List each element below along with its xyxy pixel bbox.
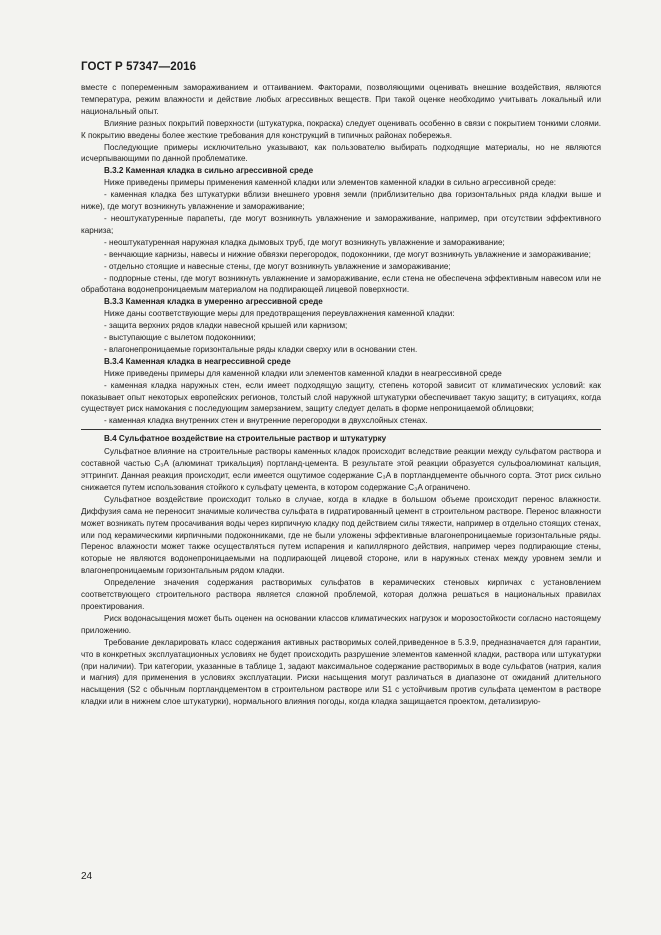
page-number: 24	[81, 871, 93, 882]
body-paragraph: Последующие примеры исключительно указывают, как пользователю выбирать подходящие материалы, но не являются исчерпывающими по данной проблематике.	[81, 142, 601, 164]
body-paragraph: Ниже даны соответствующие меры для предотвращения переувлажнения каменной кладки:	[104, 309, 455, 319]
body-paragraph: - венчающие карнизы, навесы и нижние обвязки перегородок, подоконники, где могут возникнуть увлажнение и замораживание;	[104, 249, 591, 259]
body-paragraph: Влияние разных покрытий поверхности (штукатурка, покраска) следует оценивать особенно в связи с покрытием тонкими слоями. К покрытию введены более жесткие требования для конструкций в типичных районах побережья.	[81, 118, 601, 140]
body-paragraph: Определение значения содержания растворимых сульфатов в керамических стеновых кирпичах с установлением соответствующего строительного раствора является сложной проблемой, которая должна решаться в национальных правилах проектирования.	[81, 578, 601, 611]
body-paragraph: - отдельно стоящие и навесные стены, где могут возникнуть увлажнение и замораживание;	[104, 261, 451, 271]
subsection-heading: В.3.2 Каменная кладка в сильно агрессивной среде	[104, 166, 314, 176]
subsection-heading: В.3.3 Каменная кладка в умеренно агрессивной среде	[104, 297, 323, 307]
body-paragraph: - подпорные стены, где могут возникнуть увлажнение и замораживание, если стена не обеспечена эффективным навесом или не обработана водонепроницаемым материалом на подпирающей лицевой поверхности.	[81, 273, 601, 295]
subsection-heading: В.3.4 Каменная кладка в неагрессивной среде	[104, 356, 291, 366]
body-paragraph: Требование декларировать класс содержания активных растворимых солей,приведенное в 5.3.9, предназначается для гарантии, что в конкретных эксплуатационных условиях не будет происходить разрушение элементов каменной кладки, раствора или штукатурки (при наличии). Три категории, указанные в таблице 1, задают максимальное содержание растворимых в воде сульфатов (натрия, калия и магния) для применения в условиях эксплуатации. Риски насыщения могут различаться в диапазоне от ожиданий длительного насыщения (S2 с обычным портландцементом в строительном растворе или S1 с устойчивым против сульфата цементом в растворе кладки или в нижнем слое штукатурки), нормального влияния погоды, когда кладка защищается проектом, детализирую-	[81, 637, 601, 707]
body-paragraph: - выступающие с вылетом подоконники;	[104, 333, 256, 343]
body-paragraph: вместе с попеременным замораживанием и оттаиванием. Факторами, позволяющими оценивать внешние воздействия, являются температура, режим влажности и действие любых агрессивных веществ. При такой оценке необходимо учитывать локальный или национальный опыт.	[81, 83, 601, 116]
section-divider	[81, 429, 601, 430]
body-paragraph: - защита верхних рядов кладки навесной крышей или карнизом;	[104, 321, 348, 331]
body-paragraph: Сульфатное воздействие происходит только в случае, когда в кладке в большом объеме происходит перенос влажности. Диффузия сама не переносит значимые количества сульфата в гидратированный цемент в строительном растворе. Перенос влажности может возникать путем просачивания воды через кирпичную кладку под действием силы тяжести, например в отдельно стоящих стенах, или под керамическими кирпичными подоконниками, где не были уложены эффективные влагонепроницаемые горизонтальные ряды. Перенос влажности может также осуществляться путем испарения и капиллярного действия, например через подпирающие стены, которые не являются водонепроницаемыми на подпирающей лицевой стороне, или в наружных стенах между уровнем земли и влагонепроницаемым горизонтальным рядом кладки.	[81, 494, 601, 576]
body-paragraph: Риск водонасыщения может быть оценен на основании классов климатических нагрузок и морозостойкости согласно настоящему приложению.	[81, 613, 601, 635]
body-paragraph: - влагонепроницаемые горизонтальные ряды кладки сверху или в основании стен.	[104, 344, 418, 354]
document-body	[81, 82, 601, 708]
body-paragraph: - каменная кладка внутренних стен и внутренние перегородки в двухслойных стенах.	[104, 416, 428, 426]
section-heading: В.4 Сульфатное воздействие на строительные раствор и штукатурку	[104, 434, 387, 444]
body-paragraph: Ниже приведены примеры для каменной кладки или элементов каменной кладки в неагрессивной среде	[104, 368, 502, 378]
body-paragraph: Ниже приведены примеры применения каменной кладки или элементов каменной кладки в сильно агрессивной среде:	[104, 178, 556, 188]
body-paragraph: - неоштукатуренная наружная кладка дымовых труб, где могут возникнуть увлажнение и замораживание;	[104, 237, 505, 247]
body-paragraph: - неоштукатуренные парапеты, где могут возникнуть увлажнение и замораживание, например, при отсутствии эффективного карниза;	[81, 213, 601, 235]
body-paragraph: - каменная кладка без штукатурки вблизи внешнего уровня земли (приблизительно два горизонтальных ряда кладки выше и ниже), где могут возникнуть увлажнение и замораживание;	[81, 190, 601, 212]
page-header-standard-title: ГОСТ Р 57347—2016	[81, 61, 197, 73]
body-paragraph: - каменная кладка наружных стен, если имеет подходящую защиту, степень которой зависит от климатических условий: как показывает опыт некоторых европейских регионов, толстый слой наружной штукатурки обеспечивает такую защиту; в ситуациях, когда существует риск намокания с последующим замерзанием, защиту следует делать в форме непроницаемой облицовки;	[81, 380, 601, 414]
body-paragraph: Сульфатное влияние на строительные растворы каменных кладок происходит вследствие реакции между сульфатом раствора и составной частью C₃A (алюминат трикальция) портланд-цемента. В результате этой реакции образуется сульфоалюминат кальция, эттрингит. Данная реакция происходит, если имеется ощутимое содержание C₃A в портландцементе обычного сорта. Этот риск сильно снижается путем использования стойкого к сульфату цемента, в котором содержание C₃A ограничено.	[81, 447, 601, 492]
